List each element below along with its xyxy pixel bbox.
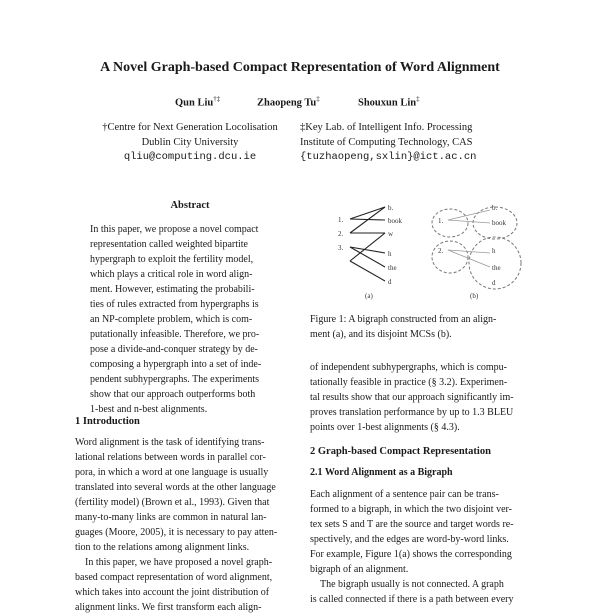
edge [448,210,490,220]
b-right-node-2: book [492,219,506,227]
left-node-1: 1. [338,216,344,224]
section-1-heading: 1 Introduction [75,416,140,427]
author-3: Shouxun Lin‡ [358,95,420,109]
email-2: {tuzhaopeng,sxlin}@ict.ac.cn [300,151,477,163]
intro-paragraph-2: In this paper, we have proposed a novel graph- based compact representation of word alignment, which takes into account the joint distribution of alignment links. We first transform each align- [75,557,273,613]
author-2: Zhaopeng Tu‡ [257,95,320,109]
left-node-2: 2. [338,230,344,238]
b-right-node-1: b. [492,204,498,212]
email-1: qliu@computing.dcu.ie [123,151,257,163]
paper-title: A Novel Graph-based Compact Representation of Word Alignment [100,60,500,75]
b-right-node-3: h [492,247,496,255]
panel-b-label: (b) [470,292,479,300]
panel-a-graph [338,204,403,300]
right-node-3: w [388,230,394,238]
intro-paragraph-1: Word alignment is the task of identifying trans- lational relations between words in parallel cor- pora, in which a word at one language is usually translated into several words at the other language (fertility model) (Brown et al., 1993). Given that many-to-many links are common in natural lan- guages (Moore, 2005), it is necessary to pay atten- tion to the relations among alignment links. [75,437,278,553]
abstract-heading: Abstract [170,200,210,211]
right-node-4: h [388,250,392,258]
right-node-2: book [388,217,402,225]
intro-continuation: of independent subhypergraphs, which is compu- tationally feasible in practice (§ 3.2). Experimen- tal results show that our approach significantly im- proves translation performance by up to 1.3 BLEU points over 1-best alignments (§ 4.3). [310,362,514,433]
right-node-5: the [388,264,397,272]
b-right-node-5: d [492,279,496,287]
b-left-node-1: 1. [438,217,444,225]
subsection-2-1-heading: 2.1 Word Alignment as a Bigraph [310,467,453,478]
section-2-1-paragraph-1: Each alignment of a sentence pair can be trans- formed to a bigraph, in which the two disjoint ver- tex sets S and T are the source and target words re- spectively, and the edges are word-by-word links. For example, Figure 1(a) shows the corresponding bigraph of an alignment. [310,489,514,575]
section-2-1-paragraph-2: The bigraph usually is not connected. A graph is called connected if there is a path between every [310,579,514,605]
b-right-node-4: the [492,264,501,272]
section-2-heading: 2 Graph-based Compact Representation [310,446,491,457]
right-node-6: d [388,278,392,286]
affiliation-2: ‡Key Lab. of Intelligent Info. Processing Institute of Computing Technology, CAS {tuzhaopeng,sxlin}@ict.ac.cn [300,120,540,165]
abstract-body: In this paper, we propose a novel compact representation called weighted bipartite hypergraph to exploit the fertility model, which plays a critical role in word align- ment. However, estimating the probabili- ties of rules extracted from hypergraphs is an NP-complete problem, which is com- putationally infeasible. Therefore, we pro- pose a divide-and-conquer strategy by de- composing a hypergraph into a set of inde- pendent subhypergraphs. The experiments show that our approach outperforms both 1-best and n-best alignments. [90,224,262,415]
figure-1-caption: Figure 1: A bigraph constructed from an align- ment (a), and its disjoint MCSs (b). [310,314,497,340]
mcs-outline [432,241,468,273]
figure-1-bigraph [320,195,550,310]
left-node-3: 3. [338,244,344,252]
edge [350,207,385,219]
panel-b-graph [432,204,521,300]
panel-a-label: (a) [365,292,373,300]
affiliation-1: †Centre for Next Generation Locolisation Dublin City University qliu@computing.dcu.ie [80,120,300,165]
b-left-node-2: 2. [438,247,444,255]
author-1: Qun Liu†‡ [175,95,221,109]
right-node-1: b. [388,204,394,212]
edge [448,220,490,223]
